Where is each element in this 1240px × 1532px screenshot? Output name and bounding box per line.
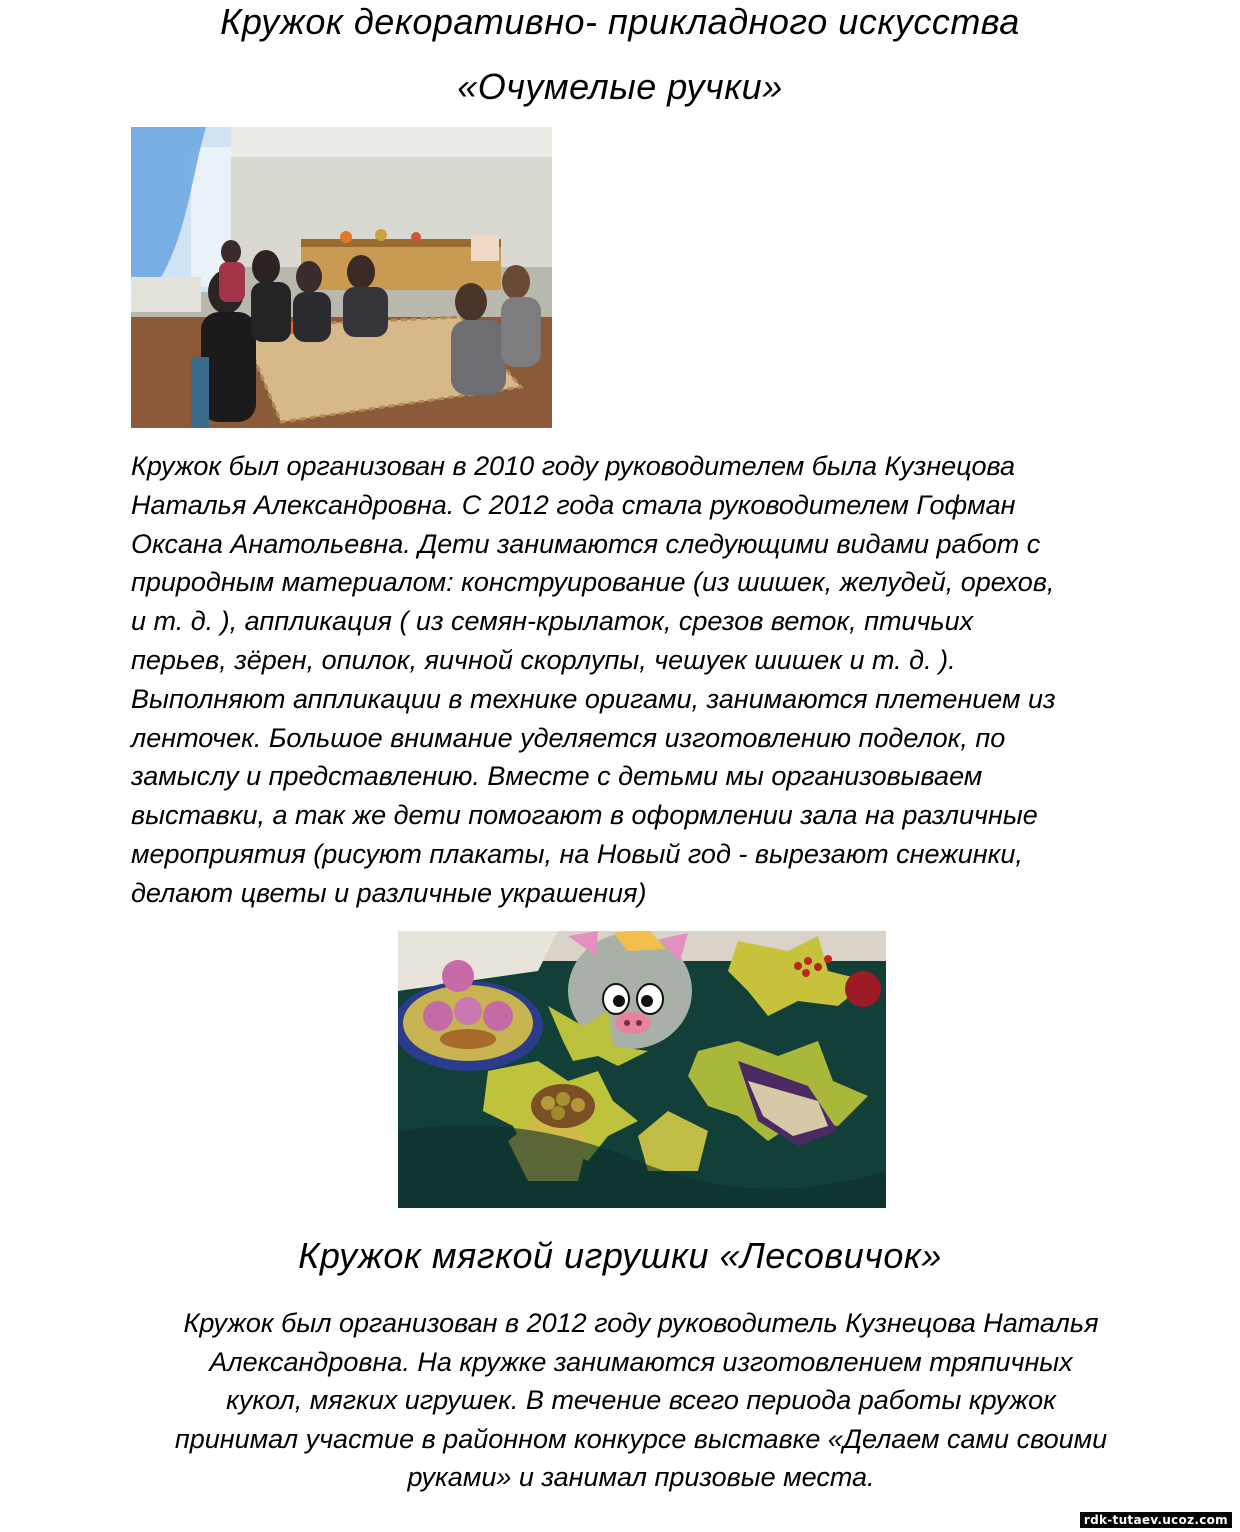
paragraph-line: делают цветы и различные украшения) <box>131 877 647 908</box>
section-title-crafts: Кружок декоративно- прикладного искусства <box>220 1 1020 42</box>
paragraph-line: Наталья Александровна. С 2012 года стала руководителем Гофман <box>131 489 1016 520</box>
paragraph-line: Кружок был организован в 2012 году руководитель Кузнецова Наталья <box>183 1308 1099 1338</box>
paragraph-line: мероприятия (рисуют плакаты, на Новый год - вырезают снежинки, <box>131 838 1023 869</box>
classroom-photo <box>131 127 552 428</box>
autumn-crafts-photo <box>398 931 886 1208</box>
paragraph-line: перьев, зёрен, опилок, яичной скорлупы, чешуек шишек и т. д. ). <box>131 644 956 675</box>
paragraph-line: Выполняют аппликации в технике оригами, занимаются плетением из <box>131 683 1056 714</box>
paragraph-line: выставки, а так же дети помогают в оформлении зала на различные <box>131 800 1038 831</box>
paragraph-line: руками» и занимал призовые места. <box>407 1462 875 1492</box>
paragraph-line: и т. д. ), аппликация ( из семян-крылаток, срезов веток, птичьих <box>131 606 974 637</box>
section-title-soft-toys: Кружок мягкой игрушки «Лесовичок» <box>298 1235 942 1276</box>
paragraph-line: кукол, мягких игрушек. В течение всего периода работы кружок <box>226 1385 1056 1415</box>
paragraph-line: замыслу и представлению. Вместе с детьми мы организовываем <box>131 761 983 792</box>
crafts-club-description <box>131 447 1171 913</box>
site-watermark: rdk-tutaev.ucoz.com <box>1080 1512 1232 1528</box>
paragraph-line: природным материалом: конструирование (из шишек, желудей, орехов, <box>131 567 1055 598</box>
paragraph-line: ленточек. Большое внимание уделяется изготовлению поделок, по <box>131 722 1006 753</box>
paragraph-line: Оксана Анатольевна. Дети занимаются следующими видами работ с <box>131 528 1041 559</box>
paragraph-line: принимал участие в районном конкурсе выставке «Делаем сами своими <box>174 1423 1108 1454</box>
soft-toy-club-description <box>110 1304 1172 1497</box>
paragraph-line: Кружок был организован в 2010 году руководителем была Кузнецова <box>131 451 1016 481</box>
paragraph-line: Александровна. На кружке занимаются изготовлением тряпичных <box>209 1346 1073 1377</box>
club-name-ochumelye-ruchki: «Очумелые ручки» <box>457 66 783 107</box>
